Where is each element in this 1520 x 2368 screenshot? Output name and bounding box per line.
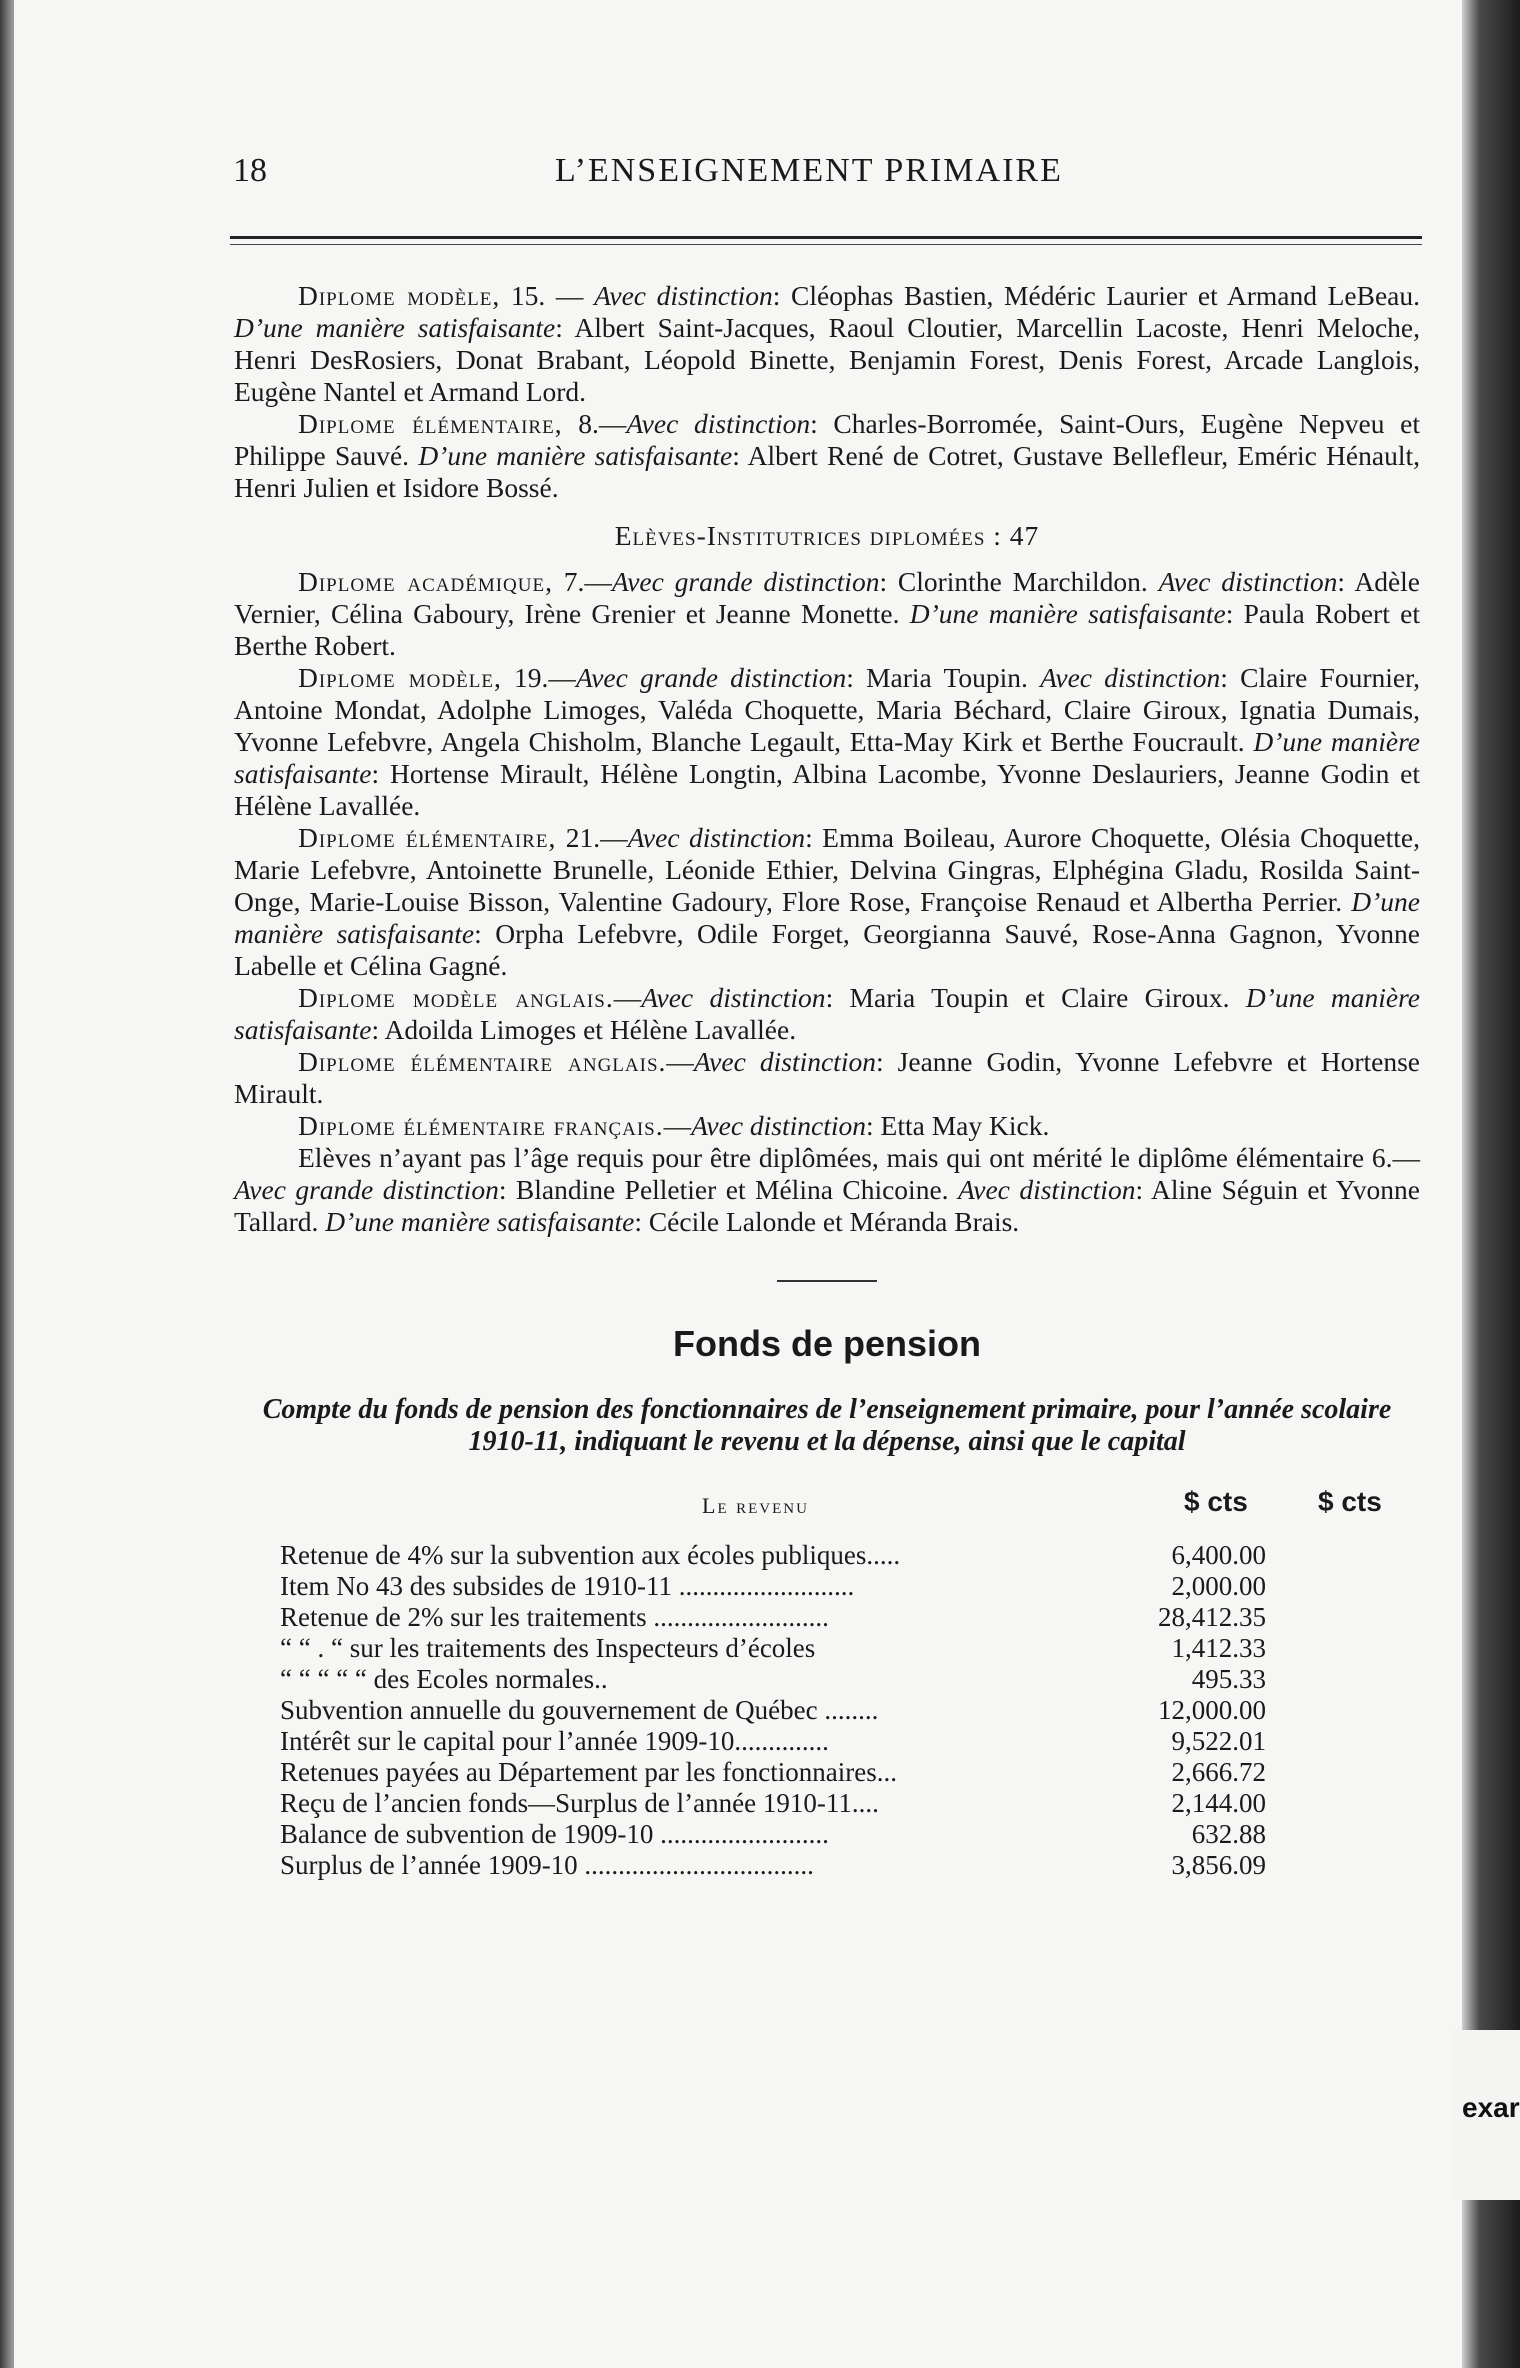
text-run: : Albert Saint-Jacques, Raoul Cloutier, Marcellin Lacoste, Henri Meloche, Henri DesRosiers, Donat Brabant, Léopold Binette, Benjamin Forest, Denis Forest, Arcade Langlois, Eugène Nantel et Armand Lord. (234, 312, 1420, 407)
text-run: : Maria Toupin. (846, 662, 1041, 693)
row-label: Surplus de l’année 1909-10 .................................. (280, 1850, 814, 1880)
row-amount: 28,412.35 (1158, 1602, 1266, 1632)
text-run: : Charles-Borromée, Saint-Ours, Eugène Nepveu et Philippe Sauvé. (234, 408, 1420, 471)
revenue-table (280, 1540, 1266, 1881)
table-row (280, 1757, 1266, 1788)
italic-phrase: Avec distinction (641, 982, 826, 1013)
table-row (280, 1633, 1266, 1664)
text-run: : Hortense Mirault, Hélène Longtin, Albina Lacombe, Yvonne Deslauriers, Jeanne Godin et Hélène Lavallée. (234, 758, 1420, 821)
italic-phrase: Avec distinction (626, 408, 811, 439)
diploma-label: Diplome élémentaire anglais. (298, 1046, 667, 1077)
table-row (280, 1695, 1266, 1726)
body-text (234, 280, 1420, 1881)
diploma-label: Diplome modèle anglais. (298, 982, 614, 1013)
italic-phrase: D’une manière satisfaisante (909, 598, 1226, 629)
table-header (234, 1476, 1420, 1536)
header-rule-thin (230, 244, 1422, 245)
text-run: : Orpha Lefebvre, Odile Forget, Georgianna Sauvé, Rose-Anna Gagnon, Yvonne Labelle et Célina Gagné. (234, 918, 1420, 981)
text-run: 21.— (556, 822, 628, 853)
row-amount: 2,666.72 (1171, 1757, 1266, 1787)
paragraph (234, 1110, 1420, 1142)
page-right-edge (1462, 0, 1520, 2368)
italic-phrase: D’une manière satisfaisante (234, 982, 1420, 1045)
italic-phrase: D’une manière satisfaisante (234, 886, 1420, 949)
table-row (280, 1819, 1266, 1850)
italic-phrase: D’une manière satisfaisante (234, 312, 556, 343)
fonds-subtitle: Compte du fonds de pension des fonctionnaires de l’enseignement primaire, pour l’année scolaire 1910-11, indiquant le revenu et la dépense, ainsi que le capital (262, 1394, 1392, 1457)
paragraph (234, 822, 1420, 982)
text-run: : Cléophas Bastien, Médéric Laurier et Armand LeBeau. (772, 280, 1420, 311)
text-run: — (663, 1110, 692, 1141)
row-amount: 9,522.01 (1171, 1726, 1266, 1756)
text-run: 19.— (501, 662, 576, 693)
italic-phrase: Avec distinction (594, 280, 773, 311)
row-label: Item No 43 des subsides de 1910-11 .......................... (280, 1571, 855, 1601)
row-amount: 3,856.09 (1171, 1850, 1266, 1880)
row-amount: 495.33 (1191, 1664, 1266, 1694)
text-run: : Etta May Kick. (866, 1110, 1050, 1141)
text-run: 8.— (562, 408, 627, 439)
row-amount: 2,144.00 (1171, 1788, 1266, 1818)
diploma-label: Diplome élémentaire français. (298, 1110, 664, 1141)
paragraph-group-eleves-institutrices (234, 566, 1420, 1238)
column-label-revenu: Le revenu (702, 1493, 809, 1518)
italic-phrase: Avec grande distinction (575, 662, 847, 693)
paragraph (234, 408, 1420, 504)
text-run: : Cécile Lalonde et Méranda Brais. (634, 1206, 1020, 1237)
table-row (280, 1850, 1266, 1881)
text-run: : Albert René de Cotret, Gustave Bellefleur, Eméric Hénault, Henri Julien et Isidore Bossé. (234, 440, 1420, 503)
row-label: Retenues payées au Département par les fonctionnaires... (280, 1757, 898, 1787)
row-label: Retenue de 4% sur la subvention aux écoles publiques..... (280, 1540, 901, 1570)
paragraph (234, 566, 1420, 662)
text-run: : Clorinthe Marchildon. (879, 566, 1159, 597)
page-number: 18 (233, 152, 267, 189)
paragraph (234, 982, 1420, 1046)
table-row (280, 1571, 1266, 1602)
diploma-label: Diplome élémentaire, (298, 408, 563, 439)
diploma-label: Diplome modèle, (298, 662, 502, 693)
paragraph-group-eleves-instituteurs (234, 280, 1420, 504)
text-run: : Adèle Vernier, Célina Gaboury, Irène Grenier et Jeanne Monette. (234, 566, 1420, 629)
row-amount: 2,000.00 (1171, 1571, 1266, 1601)
text-run: 15. — (500, 280, 595, 311)
text-run: : Claire Fournier, Antoine Mondat, Adolphe Limoges, Valéda Choquette, Maria Béchard, Claire Giroux, Ignatia Dumais, Yvonne Lefebvre, Angela Chisholm, Blanche Legault, Etta-May Kirk et Berthe Foucrault. (234, 662, 1421, 757)
row-amount: 12,000.00 (1158, 1695, 1266, 1725)
paragraph (234, 662, 1420, 822)
italic-phrase: Avec distinction (1040, 662, 1221, 693)
text-run: Elèves n’ayant pas l’âge requis pour être diplômées, mais qui ont mérité le diplôme élémentaire 6.— (298, 1142, 1420, 1173)
text-run: : Adoilda Limoges et Hélène Lavallée. (371, 1014, 797, 1045)
text-run: : Blandine Pelletier et Mélina Chicoine. (498, 1174, 958, 1205)
row-label: Subvention annuelle du gouvernement de Québec ........ (280, 1695, 879, 1725)
italic-phrase: Avec distinction (1158, 566, 1338, 597)
text-run: : Maria Toupin et Claire Giroux. (825, 982, 1246, 1013)
table-row (280, 1602, 1266, 1633)
row-label: Reçu de l’ancien fonds—Surplus de l’année 1910-11.... (280, 1788, 879, 1818)
section-heading: Elèves-Institutrices diplomées : 47 (614, 520, 1040, 551)
row-amount: 632.88 (1191, 1819, 1266, 1849)
row-label: Retenue de 2% sur les traitements .......................... (280, 1602, 829, 1632)
fonds-title: Fonds de pension (672, 1323, 981, 1364)
text-run: : Paula Robert et Berthe Robert. (234, 598, 1420, 661)
italic-phrase: Avec grande distinction (234, 1174, 499, 1205)
column-header-1: $ cts (1184, 1486, 1248, 1517)
table-row (280, 1664, 1266, 1695)
section-divider (777, 1280, 877, 1282)
table-row (280, 1788, 1266, 1819)
running-title: L’ENSEIGNEMENT PRIMAIRE (555, 152, 1063, 189)
italic-phrase: Avec distinction (957, 1174, 1136, 1205)
paragraph (234, 280, 1420, 408)
diploma-label: Diplome modèle, (298, 280, 501, 311)
table-row (280, 1540, 1266, 1571)
text-run: : Emma Boileau, Aurore Choquette, Olésia Choquette, Marie Lefebvre, Antoinette Brunelle, Léonide Ethier, Delvina Gingras, Elphégina Gladu, Rosilda Saint-Onge, Marie-Louise Bisson, Valentine Gadoury, Flore Rose, Françoise Renaud et Albertha Perrier. (234, 822, 1420, 917)
diploma-label: Diplome académique, (298, 566, 553, 597)
italic-phrase: D’une manière satisfaisante (234, 726, 1420, 789)
running-header (225, 152, 1420, 192)
paragraph (234, 1046, 1420, 1110)
italic-phrase: D’une manière satisfaisante (325, 1206, 635, 1237)
text-run: — (666, 1046, 694, 1077)
row-label: Balance de subvention de 1909-10 ......................... (280, 1819, 829, 1849)
italic-phrase: Avec grande distinction (611, 566, 880, 597)
italic-phrase: Avec distinction (627, 822, 806, 853)
header-rule-thick (230, 236, 1422, 239)
row-label: Intérêt sur le capital pour l’année 1909-10.............. (280, 1726, 829, 1756)
text-run: : Aline Séguin et Yvonne Tallard. (234, 1174, 1420, 1237)
text-run: 7.— (552, 566, 612, 597)
italic-phrase: Avec distinction (691, 1110, 867, 1141)
text-run: : Jeanne Godin, Yvonne Lefebvre et Hortense Mirault. (234, 1046, 1420, 1109)
italic-phrase: D’une manière satisfaisante (418, 440, 733, 471)
row-label: “ “ . “ sur les traitements des Inspecteurs d’écoles (280, 1633, 816, 1663)
italic-phrase: Avec distinction (693, 1046, 876, 1077)
adjacent-page-word: exar (1462, 2092, 1520, 2123)
row-amount: 6,400.00 (1171, 1540, 1266, 1570)
table-row (280, 1726, 1266, 1757)
diploma-label: Diplome élémentaire, (298, 822, 557, 853)
row-label: “ “ “ “ “ des Ecoles normales.. (280, 1664, 608, 1694)
text-run: — (613, 982, 642, 1013)
paragraph (234, 1142, 1420, 1238)
row-amount: 1,412.33 (1171, 1633, 1266, 1663)
column-header-2: $ cts (1318, 1486, 1382, 1517)
